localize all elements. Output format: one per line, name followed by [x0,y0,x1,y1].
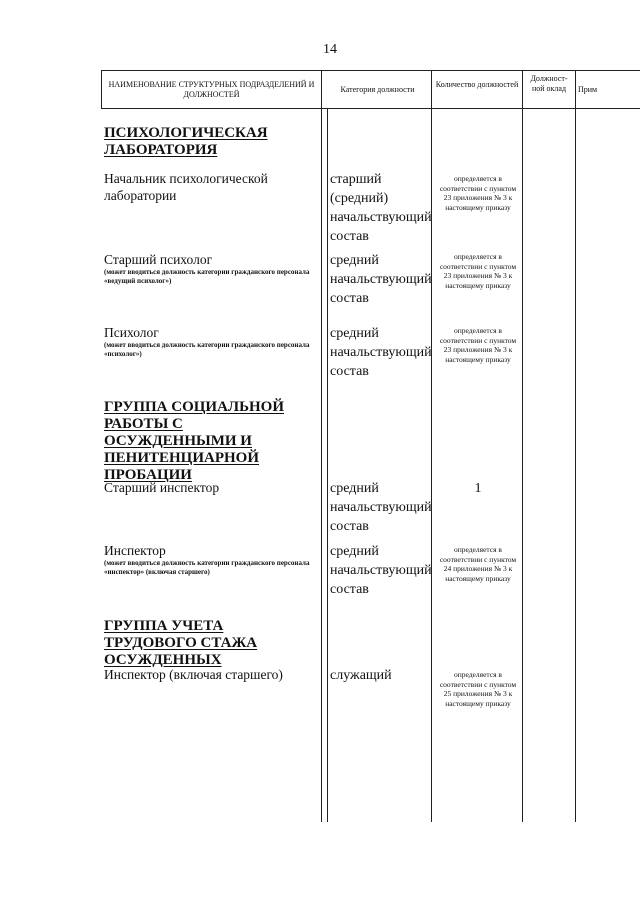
position-quantity: определяется в соответствии с пунктом 23 приложения № 3 к настоящему приказу [439,326,517,364]
col-divider-4 [575,70,576,822]
col-divider-1 [321,70,322,822]
position-category: служащий [330,668,392,683]
header-col-note: Прим [578,85,598,94]
position-name: Старший психолог [104,252,213,267]
position-category: старший (средний) начальствующий состав [330,172,432,244]
position-quantity: определяется в соответствии с пунктом 23 приложения № 3 к настоящему приказу [439,252,517,290]
position-quantity: определяется в соответствии с пунктом 24 приложения № 3 к настоящему приказу [439,545,517,583]
position-note: (может вводиться должность категории гражданского персонала «психолог») [104,341,310,358]
position-name: Начальник психологической лаборатории [104,171,268,203]
section-title-social-work: ГРУППА СОЦИАЛЬНОЙ РАБОТЫ С ОСУЖДЕННЫМИ И ПЕНИТЕНЦИАРНОЙ ПРОБАЦИИ [104,399,285,483]
position-category: средний начальствующий состав [330,481,432,534]
col-divider-2 [431,70,432,822]
position-note: (может вводиться должность категории гражданского персонала «ведущий психолог») [104,268,310,285]
col-divider-1b [327,108,328,822]
col-divider-3 [522,70,523,822]
position-name: Инспектор [104,543,166,558]
position-category: средний начальствующий состав [330,253,432,306]
section-title-labor-record: ГРУППА УЧЕТА ТРУДОВОГО СТАЖА ОСУЖДЕННЫХ [104,618,258,668]
position-note: (может вводиться должность категории гражданского персонала «инспектор» (включая старшего) [104,559,310,576]
header-col-salary: Должност- ной оклад [530,74,568,93]
position-quantity: определяется в соответствии с пунктом 23 приложения № 3 к настоящему приказу [439,174,517,212]
header-col-category: Категория должности [340,85,415,94]
position-name: Инспектор (включая старшего) [104,667,283,682]
position-quantity: 1 [474,481,482,496]
header-col-quantity: Количество должностей [435,80,519,89]
section-title-psych-lab: ПСИХОЛОГИЧЕСКАЯ ЛАБОРАТОРИЯ [104,125,268,158]
header-bottom-border [101,108,640,109]
page-number: 14 [323,42,337,57]
position-category: средний начальствующий состав [330,326,432,379]
position-category: средний начальствующий состав [330,544,432,597]
table-left-border [101,70,102,109]
header-col-name: НАИМЕНОВАНИЕ СТРУКТУРНЫХ ПОДРАЗДЕЛЕНИЙ И ДОЛЖНОСТЕЙ [108,80,315,99]
table-top-border [101,70,640,71]
position-name: Старший инспектор [104,480,220,495]
position-name: Психолог [104,325,159,340]
position-quantity: определяется в соответствии с пунктом 25 приложения № 3 к настоящему приказу [439,670,517,708]
